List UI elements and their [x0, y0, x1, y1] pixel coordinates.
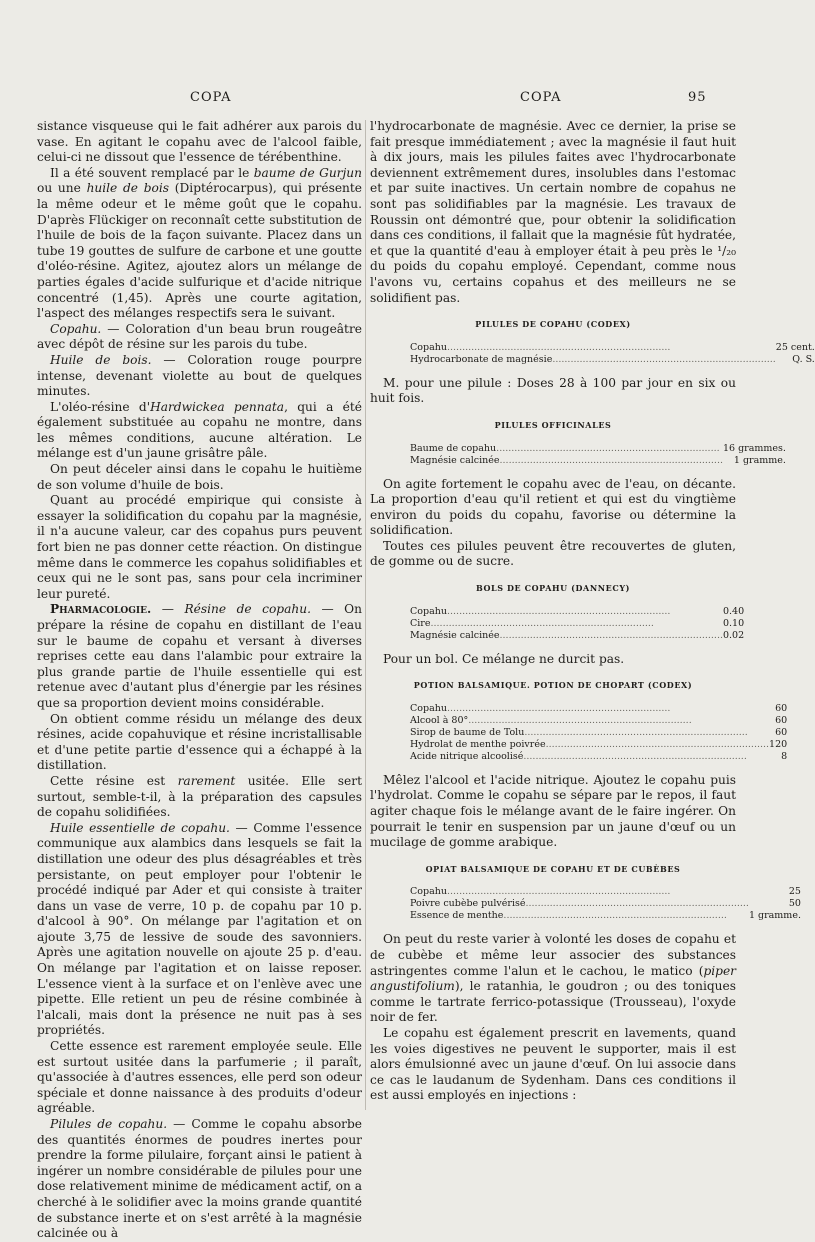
leader-dots: ..........................................................................: [503, 910, 727, 922]
text-run: — Comme l'essence communique aux alambics dans lesquels se fait la distillation une odeur des plus désagréables et très persistante, on peut employer pour l'obtenir le procédé indiqué par Ader et qui consiste à traiter dans un vase de verre, 10 p. de copahu par 10 p. d'alcool à 90°. On mélange par l'agitation et on ajoute 3,75 de lessive de soude des savonniers. Après une agitation nouvelle on ajoute 25 p. d'eau. On mélange par l'agitation et on laisse reposer. L'essence vient à la surface et on l'enlève avec une pipette. Elle retient un peu de résine combinée à l'alcali, mais dont la présence ne nuit pas à ses propriétés.: [37, 820, 362, 1038]
paragraph: [370, 652, 736, 668]
leader-dots: ..........................................................................: [523, 750, 747, 762]
page-number: 95: [688, 90, 707, 105]
ingredient-name: Alcool à 80°: [410, 714, 469, 726]
ingredient-name: Magnésie calcinée: [410, 454, 500, 466]
prescription-title: PILULES DE COPAHU (CODEX): [475, 319, 631, 330]
text-run: Le copahu est également prescrit en lavements, quand les voies digestives ne peuvent le supporter, mais il est alors émulsionné avec un jaune d'œuf. On lui associe dans ce cas le laudanum de Sydenham. Dans ces conditions il est aussi employés en injections :: [370, 1025, 736, 1103]
text-run: ), le ratanhia, le goudron ; ou des toniques comme le tartrate ferrico-potassique (Trousseau), l'oxyde noir de fer.: [370, 979, 736, 1025]
column-divider: [365, 120, 366, 1110]
prescription-title: POTION BALSAMIQUE. POTION DE CHOPART (CODEX): [413, 680, 693, 691]
ingredient-quantity: 60: [775, 714, 788, 726]
ingredient-quantity: 0.40: [722, 605, 745, 617]
text-run: — Comme le copahu absorbe des quantités énormes de poudres inertes pour prendre la forme pilulaire, forçant ainsi le patient à ingérer un nombre considérable de pilules pour une dose relativement minime de médicament actif, on a cherché à le solidifier avec la moins grande quantité de substance inerte et on s'est arrêté à la magnésie calcinée ou à: [37, 1117, 362, 1241]
text-run: Cette essence est rarement employée seule. Elle est surtout usitée dans la parfumerie ; il paraît, qu'associée à d'autres essences, elle perd son odeur spéciale et donne naissance à des produits d'odeur agréable.: [37, 1039, 362, 1116]
ingredient-name: Cire: [410, 617, 431, 629]
text-run: Toutes ces pilules peuvent être recouvertes de gluten, de gomme ou de sucre.: [370, 538, 736, 569]
leader-dots: ..........................................................................: [552, 353, 776, 365]
paragraph: [37, 712, 362, 774]
paragraph: [37, 602, 362, 711]
prescription-title: OPIAT BALSAMIQUE DE COPAHU ET DE CUBÈBES: [425, 863, 681, 874]
paragraph: [37, 1039, 362, 1117]
italic-term: Résine de copahu.: [184, 602, 311, 617]
text-run: Il a été souvent remplacé par le: [50, 165, 254, 180]
ingredient-row: [370, 727, 787, 739]
paragraph: [370, 932, 736, 1026]
leader-dots: ..........................................................................: [430, 617, 654, 629]
ingredient-quantity: 60: [775, 726, 788, 738]
ingredient-row: [370, 886, 801, 898]
ingredient-row: [370, 354, 815, 366]
text-run: L'oléo-résine d': [50, 399, 151, 414]
ingredient-name: Poivre cubèbe pulvérisé: [410, 898, 526, 910]
text-run: usitée. Elle sert surtout, semble-t-il, à la préparation des capsules de copahu solidifiées.: [37, 773, 362, 820]
paragraph: [37, 119, 362, 166]
leader-dots: ..........................................................................: [499, 629, 723, 641]
prescription-block: [370, 581, 745, 642]
text-run: ou une: [37, 181, 87, 196]
text-run: — On prépare la résine de copahu en distillant de l'eau sur le baume de copahu et versant à diverses reprises cette eau dans l'alambic pour extraire la plus grande partie de l'huile essentielle qui est retenue avec d'autant plus d'énergie par les résines que sa proportion devient moins considérable.: [37, 602, 363, 710]
ingredient-name: Hydrolat de menthe poivrée: [410, 738, 546, 750]
prescription-title: PILULES OFFICINALES: [494, 419, 612, 430]
paragraph: [37, 821, 362, 1039]
ingredient-name: Copahu: [410, 702, 447, 714]
ingredient-table: [370, 606, 744, 642]
left-column: [37, 119, 362, 1242]
section-heading: Pharmacologie.: [50, 602, 152, 617]
ingredient-row: [370, 739, 787, 751]
text-run: M. pour une pilule : Doses 28 à 100 par jour en six ou huit fois.: [370, 375, 736, 406]
ingredient-row: [370, 910, 801, 922]
paragraph: [37, 493, 362, 602]
paragraph: [370, 1026, 736, 1104]
text-run: Cette résine est: [50, 773, 178, 788]
paragraph: [37, 400, 362, 462]
ingredient-quantity: 25 cent.: [775, 341, 815, 353]
ingredient-name: Baume de copahu: [410, 442, 497, 454]
leader-dots: ..........................................................................: [446, 886, 671, 898]
ingredient-quantity: 60: [775, 702, 788, 714]
text-run: sistance visqueuse qui le fait adhérer aux parois du vase. En agitant le copahu avec de l'alcool faible, celui-ci ne dissout que l'essence de térébenthine.: [37, 119, 362, 165]
italic-term: piper angustifolium: [370, 963, 736, 994]
text-run: , qui a été également substituée au copahu ne montre, dans les mêmes conditions, aucune altération. Le mélange est d'un jaune grisâtre pâle.: [37, 399, 362, 461]
ingredient-table: [370, 886, 801, 922]
leader-dots: ..........................................................................: [524, 726, 748, 738]
italic-term: Huile essentielle de copahu.: [50, 820, 230, 835]
ingredient-quantity: 16 grammes.: [722, 442, 786, 454]
paragraph: [37, 322, 362, 353]
text-run: — Coloration rouge pourpre intense, devenant violette au bout de quelques minutes.: [37, 352, 362, 399]
italic-term: baume de Gurjun: [253, 165, 362, 180]
leader-dots: ..........................................................................: [496, 442, 720, 454]
ingredient-quantity: 0.10: [722, 617, 745, 629]
leader-dots: ..........................................................................: [468, 714, 692, 726]
italic-term: Huile de bois.: [50, 352, 152, 367]
paragraph: [37, 1117, 362, 1242]
ingredient-name: Copahu: [410, 886, 447, 898]
text-run: l'hydrocarbonate de magnésie. Avec ce dernier, la prise se fait presque immédiatement ; avec la magnésie il faut huit à dix jours, mais les pilules faites avec l'hydrocarbonate deviennent extrêmement dures, insolubles dans l'estomac et par suite inactives. Un certain nombre de copahus ne sont pas solidifiables par la magnésie. Les travaux de Roussin ont démontré que, pour obtenir la solidification dans ces conditions, il fallait que la magnésie fût hydratée, et que la quantité d'eau à employer était à peu près le ¹/₂₀ du poids du copahu employé. Cependant, comme nous l'avons vu, certains copahus et des meilleurs ne se solidifient pas.: [370, 119, 736, 305]
ingredient-row: [370, 606, 744, 618]
text-run: Mêlez l'alcool et l'acide nitrique. Ajoutez le copahu puis l'hydrolat. Comme le copahu se sépare par le repos, il faut agiter chaque fois le mélange avant de le faire ingérer. On pourrait le tenir en suspension par un jaune d'œuf ou un mucilage de gomme arabique.: [370, 772, 736, 850]
ingredient-name: Magnésie calcinée: [410, 629, 500, 641]
italic-term: Pilules de copahu.: [50, 1117, 168, 1131]
italic-term: rarement: [177, 773, 236, 788]
running-head-left: COPA: [190, 90, 232, 105]
text-run: On agite fortement le copahu avec de l'eau, on décante. La proportion d'eau qu'il retient et qui est du vingtième environ du poids du copahu, favorise ou détermine la solidification.: [370, 476, 736, 538]
ingredient-table: [370, 443, 786, 467]
ingredient-quantity: Q. S.: [792, 353, 815, 365]
ingredient-name: Hydrocarbonate de magnésie: [410, 353, 553, 365]
text-run: Pour un bol. Ce mélange ne durcit pas.: [383, 651, 625, 666]
leader-dots: ..........................................................................: [499, 454, 723, 466]
ingredient-name: Sirop de baume de Tolu: [410, 726, 525, 738]
ingredient-row: [370, 342, 815, 354]
ingredient-quantity: 1 gramme.: [733, 454, 786, 466]
paragraph: [370, 477, 736, 539]
text-run: —: [151, 602, 185, 617]
ingredient-quantity: 1 gramme.: [748, 910, 801, 922]
ingredient-row: [370, 630, 744, 642]
ingredient-row: [370, 703, 787, 715]
ingredient-row: [370, 455, 786, 467]
leader-dots: ..........................................................................: [446, 341, 671, 353]
ingredient-row: [370, 618, 744, 630]
paragraph: [37, 166, 362, 322]
leader-dots: ..........................................................................: [446, 702, 671, 714]
ingredient-name: Copahu: [410, 341, 447, 353]
leader-dots: ..........................................................................: [525, 898, 749, 910]
text-run: On peut déceler ainsi dans le copahu le huitième de son volume d'huile de bois.: [37, 462, 362, 492]
text-run: Quant au procédé empirique qui consiste à essayer la solidification du copahu par la magnésie, il n'a aucune valeur, car des copahus purs peuvent fort bien ne pas donner cette réaction. On distingue même dans le commerce les copahus solidifiables et ceux qui ne le sont pas, sans pour cela incriminer leur pureté.: [37, 493, 362, 601]
paragraph: [370, 119, 736, 306]
prescription-title: BOLS DE COPAHU (DANNECY): [475, 583, 631, 594]
ingredient-table: [370, 342, 815, 366]
italic-term: Hardwickea pennata: [150, 399, 285, 414]
running-head-right: COPA: [520, 90, 562, 105]
ingredient-name: Essence de menthe: [410, 910, 504, 922]
paragraph: [37, 462, 362, 493]
ingredient-row: [370, 898, 801, 910]
italic-term: Copahu.: [50, 321, 102, 336]
paragraph: [370, 773, 736, 851]
prescription-block: [370, 862, 801, 923]
ingredient-row: [370, 751, 787, 763]
text-run: — Coloration d'un beau brun rougeâtre avec dépôt de résine sur les parois du tube.: [37, 321, 362, 352]
ingredient-row: [370, 443, 786, 455]
ingredient-quantity: 8: [781, 750, 788, 762]
ingredient-name: Acide nitrique alcoolisé: [410, 750, 524, 762]
paragraph: [37, 353, 362, 400]
ingredient-quantity: 50: [788, 898, 801, 910]
ingredient-quantity: 120: [769, 738, 788, 750]
prescription-block: [370, 678, 788, 763]
paragraph: [370, 539, 736, 570]
leader-dots: ..........................................................................: [545, 738, 770, 750]
ingredient-table: [370, 703, 787, 763]
right-column: [370, 119, 815, 1104]
ingredient-quantity: 25: [788, 886, 801, 898]
text-run: (Diptérocarpus), qui présente la même odeur et le même goût que le copahu. D'après Flückiger on reconnaît cette substitution de l'huile de bois de la façon suivante. Placez dans un tube 19 gouttes de sulfure de carbone et une goutte d'oléo-résine. Agitez, ajoutez alors un mélange de parties égales d'acide sulfurique et d'acide nitrique concentré (1,45). Après une courte agitation, l'aspect des mélanges respectifs sera le suivant.: [37, 181, 363, 321]
paragraph: [37, 774, 362, 821]
ingredient-quantity: 0.02: [722, 629, 745, 641]
text-run: On obtient comme résidu un mélange des deux résines, acide copahuvique et résine incristallisable et d'une petite partie d'essence qui a échappé à la distillation.: [37, 711, 362, 773]
prescription-block: [370, 418, 786, 467]
paragraph: [370, 376, 736, 407]
prescription-block: [370, 317, 815, 366]
text-run: On peut du reste varier à volonté les doses de copahu et de cubèbe et même leur associer des substances astringentes comme l'alun et le cachou, le matico (: [370, 932, 736, 978]
italic-term: huile de bois: [86, 181, 170, 196]
leader-dots: ..........................................................................: [446, 605, 671, 617]
ingredient-name: Copahu: [410, 605, 447, 617]
ingredient-row: [370, 715, 787, 727]
